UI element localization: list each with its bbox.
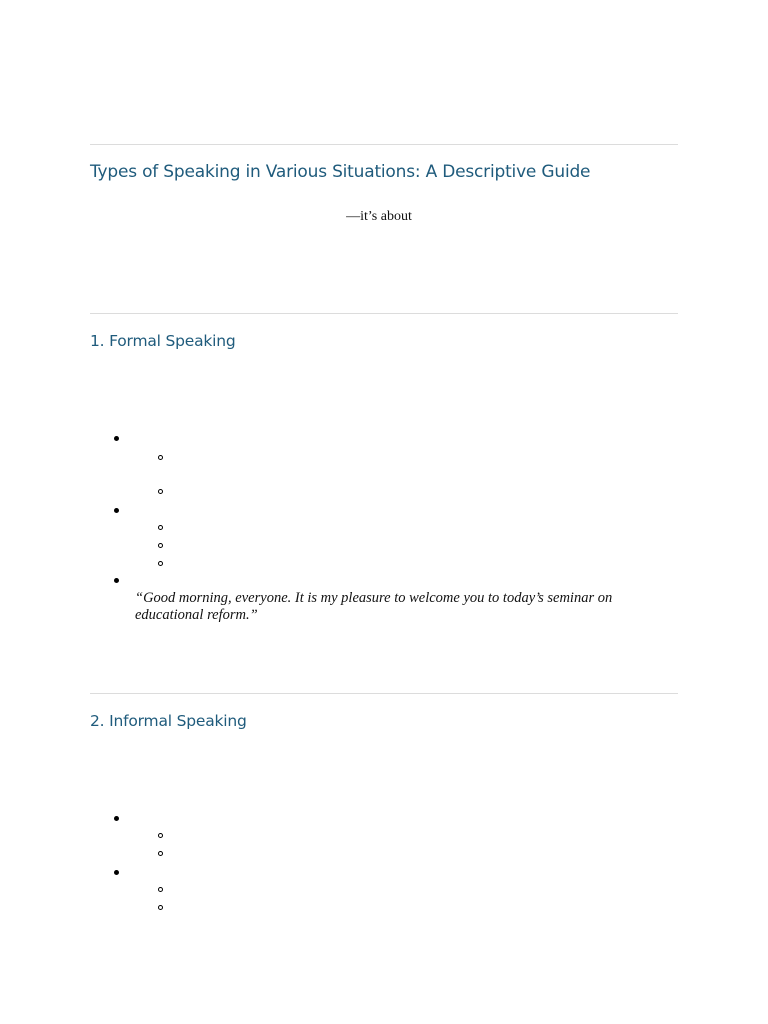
- bullet-point: [114, 436, 119, 441]
- document-title: Types of Speaking in Various Situations: A Descriptive Guide: [90, 162, 591, 182]
- sub-bullet-point: [158, 543, 163, 548]
- bullet-point: [114, 870, 119, 875]
- sub-bullet-point: [158, 489, 163, 494]
- bullet-point: [114, 816, 119, 821]
- bullet-point: [114, 508, 119, 513]
- example-quote: “Good morning, everyone. It is my pleasure to welcome you to today’s seminar on educational reform.”: [135, 590, 613, 623]
- sub-bullet-point: [158, 525, 163, 530]
- sub-bullet-point: [158, 455, 163, 460]
- bullet-point: [114, 578, 119, 583]
- sub-bullet-point: [158, 851, 163, 856]
- section-heading-formal-speaking: 1. Formal Speaking: [90, 332, 236, 350]
- horizontal-divider: [90, 693, 678, 694]
- horizontal-divider: [90, 313, 678, 314]
- section-heading-informal-speaking: 2. Informal Speaking: [90, 712, 247, 730]
- sub-bullet-point: [158, 905, 163, 910]
- sub-bullet-point: [158, 887, 163, 892]
- horizontal-divider: [90, 144, 678, 145]
- sub-bullet-point: [158, 833, 163, 838]
- document-subtitle: —it’s about: [346, 209, 412, 224]
- sub-bullet-point: [158, 561, 163, 566]
